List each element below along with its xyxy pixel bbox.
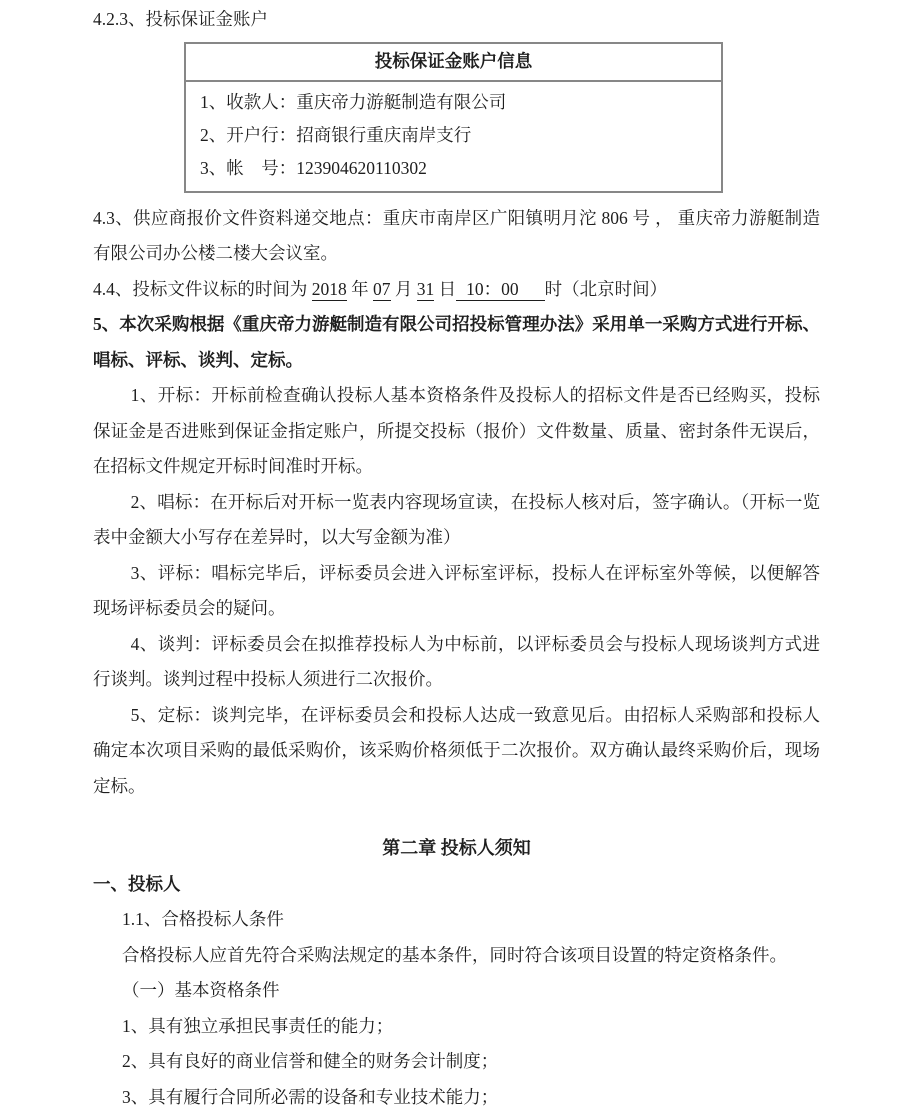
- basic-condition-item-1: 1、具有独立承担民事责任的能力；: [122, 1009, 820, 1045]
- deposit-row-account-number: 3、帐 号：123904620110302: [200, 152, 715, 185]
- para-5-procurement-method: 5、本次采购根据《重庆帝力游艇制造有限公司招投标管理办法》采用单一采购方式进行开标、唱标、评标、谈判、定标。: [93, 307, 820, 378]
- section-4-2-3-heading: 4.2.3、投标保证金账户: [93, 2, 820, 36]
- basic-condition-item-2: 2、具有良好的商业信誉和健全的财务会计制度；: [122, 1044, 820, 1080]
- para-4-4-prefix: 4.4、投标文件议标的时间为: [93, 279, 307, 299]
- sub-1-1-heading: 1.1、合格投标人条件: [122, 902, 820, 938]
- section-1-bidders-heading: 一、投标人: [93, 867, 820, 903]
- bid-year-value: 2018: [312, 279, 347, 301]
- chapter-2-title: 第二章 投标人须知: [93, 831, 820, 867]
- para-qualified-bidder: 合格投标人应首先符合采购法规定的基本条件，同时符合该项目设置的特定资格条件。: [122, 938, 820, 974]
- para-4-3-submission-address: 4.3、供应商报价文件资料递交地点：重庆市南岸区广阳镇明月沱 806 号 ， 重庆帝力游艇制造有限公司办公楼二楼大会议室。: [93, 201, 820, 272]
- step-3-bid-evaluation: 3、评标：唱标完毕后，评标委员会进入评标室评标，投标人在评标室外等候，以便解答现场评标委员会的疑问。: [93, 556, 820, 627]
- step-1-bid-opening: 1、开标：开标前检查确认投标人基本资格条件及投标人的招标文件是否已经购买，投标保证金是否进账到保证金指定账户，所提交投标（报价）文件数量、质量、密封条件无误后，在招标文件规定开标时间准时开标。: [93, 378, 820, 485]
- deposit-account-table: [184, 42, 723, 193]
- para-4-4-suffix: 时（北京时间）: [545, 279, 668, 299]
- step-5-bid-award: 5、定标：谈判完毕，在评标委员会和投标人达成一致意见后。由招标人采购部和投标人确定本次项目采购的最低采购价，该采购价格须低于二次报价。双方确认最终采购价后，现场定标。: [93, 698, 820, 805]
- basic-conditions-heading: （一）基本资格条件: [122, 973, 820, 1009]
- day-unit: 日: [439, 279, 457, 299]
- step-4-negotiation: 4、谈判：评标委员会在拟推荐投标人为中标前，以评标委员会与投标人现场谈判方式进行谈判。谈判过程中投标人须进行二次报价。: [93, 627, 820, 698]
- bid-time-value: 10：00: [456, 279, 545, 301]
- bid-month-value: 07: [373, 279, 391, 301]
- deposit-table-body: [185, 81, 722, 192]
- step-2-bid-announcement: 2、唱标：在开标后对开标一览表内容现场宣读，在投标人核对后，签字确认。（开标一览表中金额大小写存在差异时，以大写金额为准）: [93, 485, 820, 556]
- month-unit: 月: [395, 279, 413, 299]
- bid-day-value: 31: [417, 279, 435, 301]
- deposit-table-header: 投标保证金账户信息: [185, 43, 722, 81]
- basic-condition-item-3: 3、具有履行合同所必需的设备和专业技术能力；: [122, 1080, 820, 1115]
- deposit-row-bank: 2、开户行：招商银行重庆南岸支行: [200, 119, 715, 152]
- deposit-row-payee: 1、收款人：重庆帝力游艇制造有限公司: [200, 86, 715, 119]
- para-4-4-bid-time: [93, 272, 820, 308]
- year-unit: 年: [351, 279, 369, 299]
